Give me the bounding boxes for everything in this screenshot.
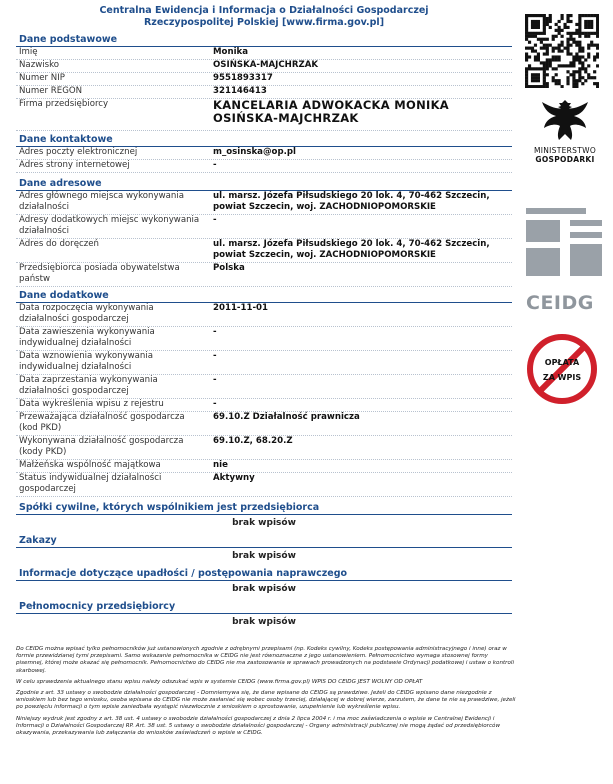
- field-label: Nazwisko: [19, 60, 60, 70]
- field-value: 2011-11-01: [213, 303, 268, 313]
- section-zakazy: Zakazy: [16, 535, 512, 548]
- header-line-1: Centralna Ewidencja i Informacja o Działalności Gospodarczej: [99, 5, 429, 16]
- field-value: 69.10.Z Działalność prawnicza: [213, 412, 360, 422]
- field-row: [16, 99, 512, 131]
- field-label: Adres poczty elektronicznej: [19, 147, 138, 157]
- field-value: nie: [213, 460, 228, 470]
- footer-paragraph: Do CEIDG można wpisać tylko pełnomocników już ustanowionych zgodnie z odrębnymi przepisami (np. Kodeks cywilny, Kodeks postępowania administracyjnego i inne) oraz w formie przewidzianej tymi przepisami. Samo wskazanie pełnomocnika w CEIDG nie jest równoznaczne z jego ustanowieniem. Pełnomocnictwo wymaga stosownej formy pisemnej, której może okazać się pełnomocnik. Pełnomocnictwo do CEIDG nie ma zastosowania w sprawach prowadzonych na podstawie Ordynacji podatkowej i ustaw o kontroli skarbowej.: [16, 646, 515, 674]
- document-main: [16, 0, 512, 629]
- section-dane-kontaktowe: Dane kontaktowe: [16, 134, 512, 147]
- field-label: Numer REGON: [19, 86, 83, 96]
- field-value: -: [213, 375, 217, 385]
- field-value: -: [213, 399, 217, 409]
- field-value: 9551893317: [213, 73, 273, 83]
- field-row: [16, 473, 512, 497]
- ceidg-logo: [526, 208, 602, 314]
- no-entries-text: brak wpisów: [232, 518, 296, 528]
- field-label: Data zaprzestania wykonywania działalności gospodarczej: [19, 375, 158, 396]
- field-row: [16, 303, 512, 327]
- field-value: -: [213, 327, 217, 337]
- field-label: Adresy dodatkowych miejsc wykonywania działalności: [19, 215, 200, 236]
- section-spolki-cywilne: Spółki cywilne, których wspólnikiem jest przedsiębiorca: [16, 502, 512, 515]
- ceidg-mark-icon: [526, 208, 602, 288]
- field-label: Adres głównego miejsca wykonywania działalności: [19, 191, 184, 212]
- field-value: -: [213, 160, 217, 170]
- field-label: Imię: [19, 47, 38, 57]
- field-label: Numer NIP: [19, 73, 65, 83]
- field-value: Monika: [213, 47, 249, 57]
- eagle-emblem-icon: [539, 96, 591, 142]
- field-value: -: [213, 351, 217, 361]
- footer-paragraph: Zgodnie z art. 33 ustawy o swobodzie działalności gospodarczej - Domniemywa się, że dane wpisane do CEIDG są prawdziwe. Jeżeli do CEIDG wpisano dane niezgodnie z wnioskiem lub bez tego wniosku, osoba wpisana do CEIDG nie może zasłaniać się wobec osoby trzeciej, działającej w dobrej wierze, zarzutem, że dane te nie są prawdziwe, jeżeli po powzięciu informacji o tym wpisie zaniedbała wystąpić niezwłocznie z wnioskiem o sprostowanie, uzupełnienie lub wykreślenie wpisu.: [16, 690, 516, 711]
- field-row: [16, 160, 512, 173]
- ministry-name-line-2: GOSPODARKI: [535, 155, 595, 164]
- no-entries-text: brak wpisów: [232, 551, 296, 561]
- field-value: -: [213, 215, 217, 225]
- field-row: [16, 73, 512, 86]
- fee-line-2: ZA WPIS: [542, 373, 582, 382]
- no-entries-text: brak wpisów: [232, 584, 296, 594]
- field-row: [16, 327, 512, 351]
- field-row: [16, 60, 512, 73]
- field-label: Firma przedsiębiorcy: [19, 99, 109, 109]
- field-label: Status indywidualnej działalności gospodarczej: [19, 473, 162, 494]
- field-value: ul. marsz. Józefa Piłsudskiego 20 lok. 4, 70-462 Szczecin, powiat Szczecin, woj. ZACHODNIOPOMORSKIE: [213, 191, 490, 212]
- section-pelnomocnicy: Pełnomocnicy przedsiębiorcy: [16, 601, 512, 614]
- qr-code-icon: [525, 14, 599, 88]
- field-row: [16, 191, 512, 215]
- field-row: [16, 147, 512, 160]
- footer-paragraph: Niniejszy wydruk jest zgodny z art. 38 ust. 4 ustawy o swobodzie działalności gospodarczej z dnia 2 lipca 2004 r. i ma moc zaświadczenia o wpisie w Centralnej Ewidencji i Informacji o Działalności Gospodarczej RP. Art. 38 ust. 5 ustawy o swobodzie działalności gospodarczej - Organy administracji publicznej nie mogą żądać od przedsiębiorców okazywania, przekazywania lub załączania do wniosków zaświadczeń o wpisie w CEIDG.: [16, 715, 501, 737]
- field-label: Adres strony internetowej: [19, 160, 130, 170]
- section-dane-adresowe: Dane adresowe: [16, 178, 512, 191]
- section-dane-podstawowe: Dane podstawowe: [16, 34, 512, 47]
- field-label: Przedsiębiorca posiada obywatelstwa państw: [19, 263, 180, 284]
- field-label: Wykonywana działalność gospodarcza (kody PKD): [19, 436, 184, 457]
- field-label: Data rozpoczęcia wykonywania działalności gospodarczej: [19, 303, 154, 324]
- section-dane-dodatkowe: Dane dodatkowe: [16, 290, 512, 303]
- field-value: OSIŃSKA-MAJCHRZAK: [213, 60, 319, 70]
- fee-line-1: OPŁATA: [544, 358, 580, 367]
- field-label: Data zawieszenia wykonywania indywidualnej działalności: [19, 327, 155, 348]
- field-label: Małżeńska wspólność majątkowa: [19, 460, 161, 470]
- field-row: [16, 436, 512, 460]
- field-value: 69.10.Z, 68.20.Z: [213, 436, 293, 446]
- field-value: 321146413: [213, 86, 267, 96]
- field-row: [16, 460, 512, 473]
- field-value: m_osinska@op.pl: [213, 147, 296, 157]
- section-upadlosc: Informacje dotyczące upadłości / postępowania naprawczego: [16, 568, 512, 581]
- legal-footer: [16, 646, 516, 741]
- ceidg-wordmark: CEIDG: [526, 292, 594, 314]
- field-row: [16, 239, 512, 263]
- field-value: Aktywny: [213, 473, 255, 483]
- no-fee-sign: [526, 333, 598, 405]
- field-row: [16, 263, 512, 287]
- footer-paragraph: W celu sprawdzenia aktualnego stanu wpisu należy odszukać wpis w systemie CEIDG (www.firma.gov.pl) WPIS DO CEIDG JEST WOLNY OD OPŁAT: [16, 678, 423, 685]
- field-label: Przeważająca działalność gospodarcza (kod PKD): [19, 412, 185, 433]
- ministry-logo: [528, 96, 602, 168]
- field-value: ul. marsz. Józefa Piłsudskiego 20 lok. 4, 70-462 Szczecin, powiat Szczecin, woj. ZACHODNIOPOMORSKIE: [213, 239, 490, 260]
- field-row: [16, 47, 512, 60]
- field-row: [16, 399, 512, 412]
- field-label: Data wykreślenia wpisu z rejestru: [19, 399, 164, 409]
- field-row: [16, 215, 512, 239]
- header-line-2: Rzeczypospolitej Polskiej [www.firma.gov.pl]: [143, 17, 385, 28]
- field-value: Polska: [213, 263, 245, 273]
- field-row: [16, 351, 512, 375]
- company-name: KANCELARIA ADWOKACKA MONIKA OSIŃSKA-MAJCHRZAK: [213, 98, 450, 125]
- document-header: [16, 0, 512, 29]
- field-row: [16, 375, 512, 399]
- field-row: [16, 412, 512, 436]
- field-label: Data wznowienia wykonywania indywidualnej działalności: [19, 351, 154, 372]
- field-label: Adres do doręczeń: [19, 239, 99, 249]
- no-entries-text: brak wpisów: [232, 617, 296, 627]
- ministry-name-line-1: MINISTERSTWO: [533, 146, 597, 155]
